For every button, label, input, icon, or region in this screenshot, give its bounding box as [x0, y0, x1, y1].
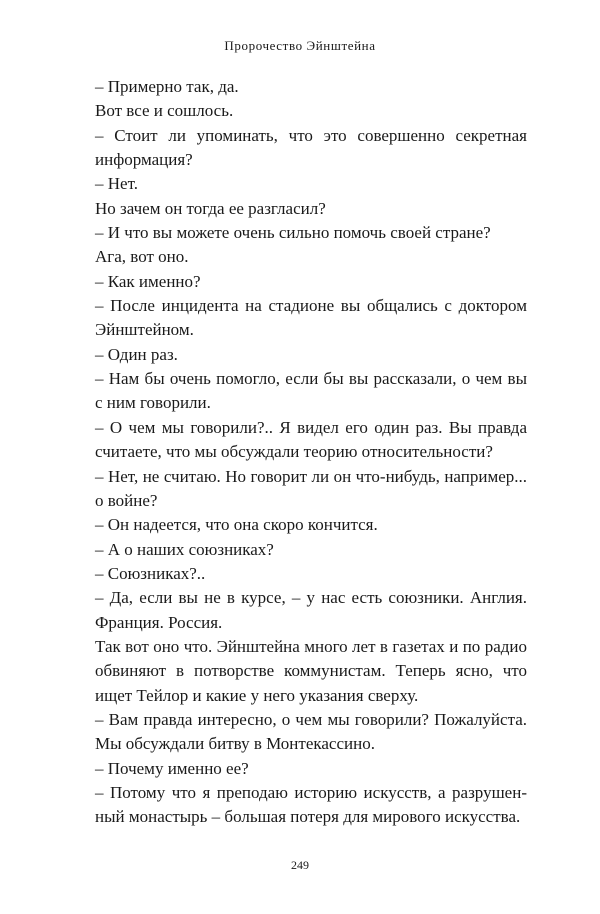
paragraph: – После инцидента на стадионе вы общались с доктором Эйнштейном. — [95, 296, 527, 340]
paragraph: Но зачем он тогда ее разгласил? — [95, 198, 326, 218]
paragraph: – Да, если вы не в курсе, – у нас есть союзники. Англия. Франция. Россия. — [95, 588, 527, 632]
paragraph: – Нет, не считаю. Но говорит ли он что-нибудь, например... о войне? — [95, 466, 527, 510]
running-head: Пророчество Эйнштейна — [224, 38, 376, 53]
paragraph: Вот все и сошлось. — [95, 101, 234, 121]
paragraph: – Союзниках?.. — [95, 563, 206, 583]
paragraph: – И что вы можете очень сильно помочь своей стране? — [95, 223, 491, 243]
paragraph: – О чем мы говорили?.. Я видел его один раз. Вы правда считаете, что мы обсуждали теорию относительности? — [95, 417, 527, 462]
paragraph: – Один раз. — [95, 344, 178, 364]
paragraph: Так вот оно что. Эйнштейна много лет в газетах и по радио обвиняют в потворстве коммунистам. Теперь ясно, что ищет Тейлор и какие у него указания сверху. — [95, 636, 527, 705]
paragraph: – Стоит ли упоминать, что это совершенно секретная информация? — [95, 125, 527, 170]
paragraph: – Нам бы очень помогло, если бы вы рассказали, о чем вы с ним говорили. — [95, 369, 527, 413]
paragraph: – Он надеется, что она скоро кончится. — [95, 515, 378, 535]
paragraph: – Как именно? — [95, 271, 201, 291]
paragraph: – Потому что я преподаю историю искусств, а разрушенный монастырь – большая потеря для мирового искусства. — [95, 782, 527, 827]
paragraph: Ага, вот оно. — [95, 247, 189, 267]
paragraph: – Вам правда интересно, о чем мы говорили? Пожалуйста. Мы обсуждали битву в Монтекассино. — [95, 709, 527, 754]
body-text — [95, 75, 527, 830]
paragraph: – А о наших союзниках? — [95, 539, 274, 559]
paragraph: – Примерно так, да. — [95, 77, 239, 96]
page-number: 249 — [291, 858, 309, 872]
paragraph: – Нет. — [95, 174, 138, 194]
paragraph: – Почему именно ее? — [95, 758, 249, 778]
